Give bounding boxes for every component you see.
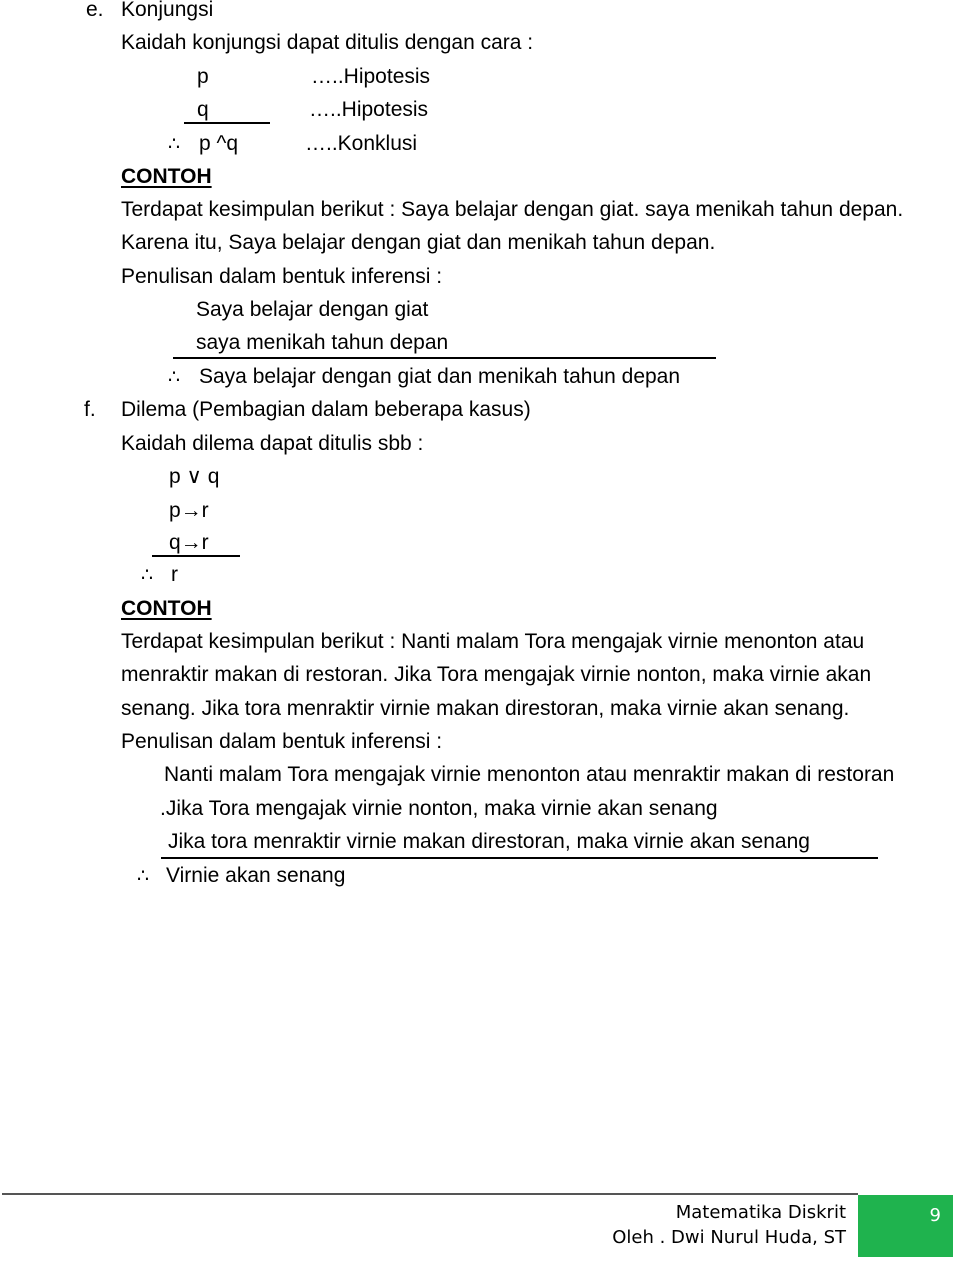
dilema-rule-line	[152, 555, 240, 557]
konjungsi-conclusion: p ^q	[199, 132, 239, 155]
footer-author: Oleh . Dwi Nurul Huda, ST	[612, 1227, 846, 1248]
section-f-marker: f.	[84, 398, 96, 421]
inference-e-conclusion: Saya belajar dengan giat dan menikah tahun depan	[199, 365, 681, 388]
section-f-title: Dilema (Pembagian dalam beberapa kasus)	[121, 398, 531, 421]
konjungsi-conclusion-note: …..Konklusi	[305, 132, 418, 155]
section-e-marker: e.	[86, 0, 104, 21]
inference-intro-f: Penulisan dalam bentuk inferensi :	[121, 730, 443, 753]
inference-f-premise1: Nanti malam Tora mengajak virnie menonton atau menraktir makan di restoran	[164, 763, 895, 786]
section-e-intro: Kaidah konjungsi dapat ditulis dengan cara :	[121, 31, 534, 54]
dilema-premise-q-implies-r: q→r	[169, 531, 209, 554]
konjungsi-premise-p: p	[197, 65, 209, 88]
dilema-conclusion: r	[171, 563, 178, 586]
inference-intro-e: Penulisan dalam bentuk inferensi :	[121, 265, 443, 288]
footer-title: Matematika Diskrit	[675, 1202, 846, 1223]
footer-credits	[612, 1200, 846, 1250]
konjungsi-premise-p-note: …..Hipotesis	[311, 65, 431, 88]
dilema-premise-p-implies-r: p→r	[169, 499, 209, 522]
footer-divider	[2, 1193, 858, 1195]
therefore-symbol: ∴	[141, 564, 154, 586]
inference-e-premise1: Saya belajar dengan giat	[196, 298, 429, 321]
example-e-line2: Karena itu, Saya belajar dengan giat dan menikah tahun depan.	[121, 231, 716, 254]
inference-f-rule-line	[161, 857, 878, 859]
example-f-line3: senang. Jika tora menraktir virnie makan direstoran, maka virnie akan senang.	[121, 697, 850, 720]
example-f-line2: menraktir makan di restoran. Jika Tora mengajak virnie nonton, maka virnie akan	[121, 663, 872, 686]
konjungsi-premise-q: q	[197, 98, 209, 121]
inference-f-premise2: .Jika Tora mengajak virnie nonton, maka virnie akan senang	[160, 797, 718, 820]
section-e-title: Konjungsi	[121, 0, 214, 21]
therefore-symbol: ∴	[168, 366, 181, 388]
inference-e-premise2: saya menikah tahun depan	[196, 331, 449, 354]
inference-f-premise3: Jika tora menraktir virnie makan direstoran, maka virnie akan senang	[168, 830, 810, 853]
inference-f-conclusion: Virnie akan senang	[166, 864, 346, 887]
contoh-heading-f: CONTOH	[121, 597, 212, 620]
inference-e-rule-line	[173, 357, 716, 359]
page-number-badge	[858, 1195, 953, 1257]
dilema-premise-disjunction: p ∨ q	[169, 465, 220, 488]
page-number: 9	[929, 1205, 941, 1226]
therefore-symbol: ∴	[137, 865, 150, 887]
therefore-symbol: ∴	[168, 133, 181, 155]
konjungsi-premise-q-note: …..Hipotesis	[309, 98, 429, 121]
contoh-heading-e: CONTOH	[121, 165, 212, 188]
example-f-line1: Terdapat kesimpulan berikut : Nanti malam Tora mengajak virnie menonton atau	[121, 630, 865, 653]
example-e-line1: Terdapat kesimpulan berikut : Saya belajar dengan giat. saya menikah tahun depan.	[121, 198, 904, 221]
konjungsi-rule-line	[184, 122, 270, 124]
section-f-intro: Kaidah dilema dapat ditulis sbb :	[121, 432, 424, 455]
